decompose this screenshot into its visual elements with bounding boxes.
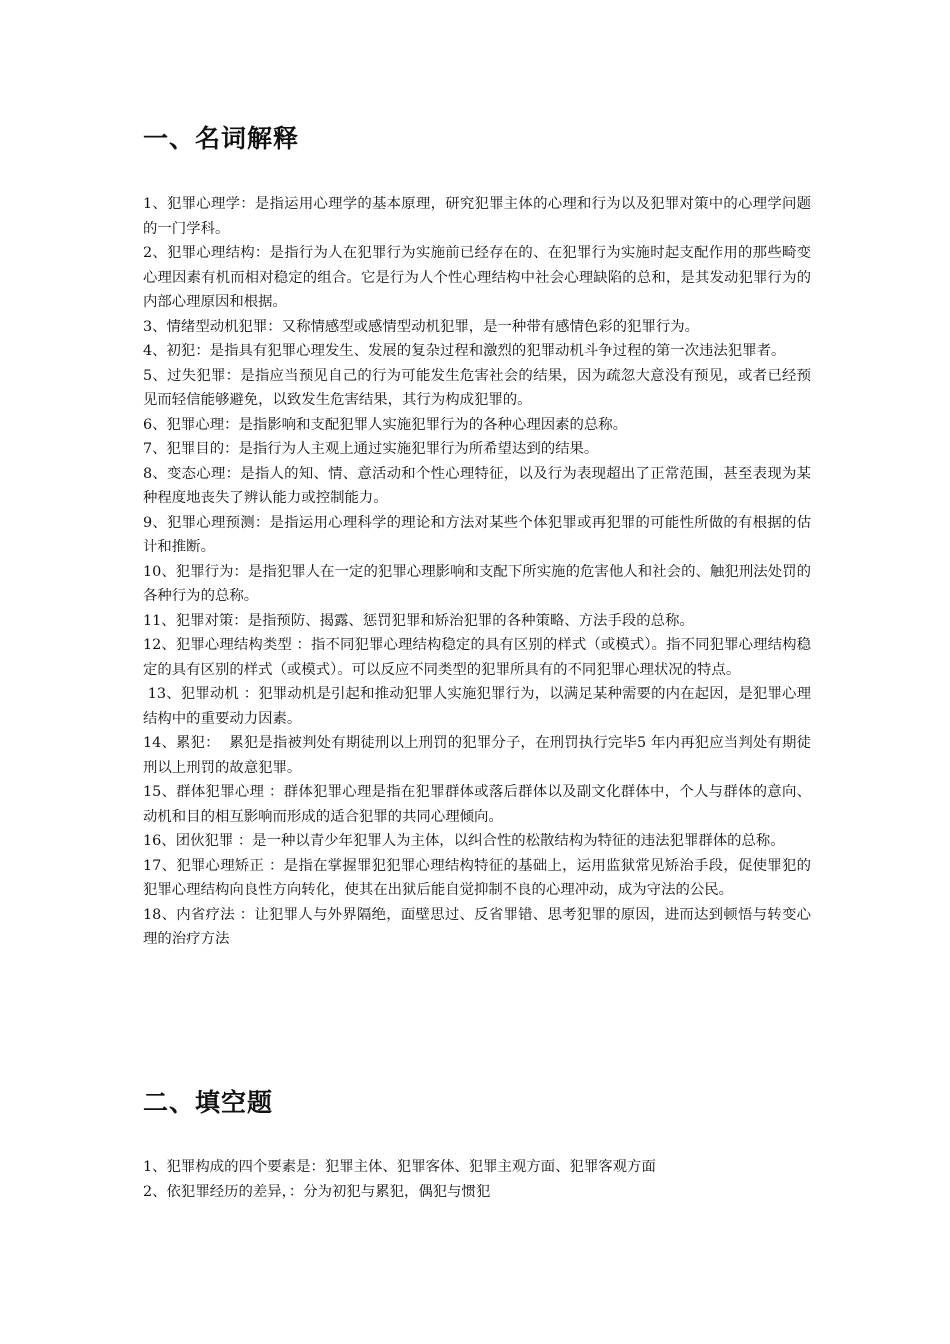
definition-item: 2、犯罪心理结构：是指行为人在犯罪行为实施前已经存在的、在犯罪行为实施时起支配作用的那些畸变心理因素有机而相对稳定的组合。它是行为人个性心理结构中社会心理缺陷的总和，是其发动犯罪行为的内部心理原因和根据。 [143,245,811,310]
definition-item: 16、团伙犯罪 ：是一种以青少年犯罪人为主体，以纠合性的松散结构为特征的违法犯罪群体的总称。 [143,833,785,849]
definition-item: 3、情绪型动机犯罪：又称情感型或感情型动机犯罪，是一种带有感情色彩的犯罪行为。 [143,318,700,335]
definition-item: 1、犯罪心理学：是指运用心理学的基本原理，研究犯罪主体的心理和行为以及犯罪对策中的心理学问题的一门学科。 [143,196,811,237]
definition-item: 13、犯罪动机 ：犯罪动机是引起和推动犯罪人实施犯罪行为，以满足某种需要的内在起因，是犯罪心理结构中的重要动力因素。 [143,686,811,727]
fill-blank-item: 1、犯罪构成的四个要素是：犯罪主体、犯罪客体、犯罪主观方面、犯罪客观方面 [143,1159,656,1175]
definition-item: 14、累犯： 累犯是指被判处有期徒刑以上刑罚的犯罪分子，在刑罚执行完毕5 年内再犯应当判处有期徒刑以上刑罚的故意犯罪。 [143,735,811,776]
definition-item: 4、初犯：是指具有犯罪心理发生、发展的复杂过程和激烈的犯罪动机斗争过程的第一次违法犯罪者。 [143,343,786,359]
definition-item: 18、内省疗法 ：让犯罪人与外界隔绝，面壁思过、反省罪错、思考犯罪的原因，进而达到顿悟与转变心理的治疗方法 [143,906,811,947]
fill-blank-item: 2、依犯罪经历的差异，：分为初犯与累犯，偶犯与惯犯 [143,1183,491,1200]
definition-item: 17、犯罪心理矫正 ：是指在掌握罪犯犯罪心理结构特征的基础上，运用监狱常见矫治手段，促使罪犯的犯罪心理结构向良性方向转化，使其在出狱后能自觉抑制不良的心理冲动，成为守法的公民。 [143,857,811,898]
section-2-body [143,1155,811,1204]
section-1-heading: 一、名词解释 [143,124,300,153]
definition-item: 8、变态心理：是指人的知、情、意活动和个性心理特征，以及行为表现超出了正常范围，甚至表现为某种程度地丧失了辨认能力或控制能力。 [143,465,811,506]
definition-item: 6、犯罪心理：是指影响和支配犯罪人实施犯罪行为的各种心理因素的总称。 [143,416,628,433]
definition-item: 12、犯罪心理结构类型 ：指不同犯罪心理结构稳定的具有区别的样式（或模式）。指不同犯罪心理结构稳定的具有区别的样式（或模式）。可以反应不同类型的犯罪所具有的不同犯罪心理状况的特点。 [143,637,811,678]
definition-item: 5、过失犯罪：是指应当预见自己的行为可能发生危害社会的结果，因为疏忽大意没有预见，或者已经预见而轻信能够避免，以致发生危害结果，其行为构成犯罪的。 [143,367,811,408]
definition-item: 7、犯罪目的：是指行为人主观上通过实施犯罪行为所希望达到的结果。 [143,441,599,457]
definition-item: 10、犯罪行为：是指犯罪人在一定的犯罪心理影响和支配下所实施的危害他人和社会的、触犯刑法处罚的各种行为的总称。 [143,563,811,604]
definition-item: 11、犯罪对策：是指预防、揭露、惩罚犯罪和矫治犯罪的各种策略、方法手段的总称。 [143,612,694,629]
definition-item: 9、犯罪心理预测：是指运用心理科学的理论和方法对某些个体犯罪或再犯罪的可能性所做的有根据的估计和推断。 [143,514,811,555]
section-1-body [143,192,811,952]
section-2-heading: 二、填空题 [143,1088,274,1117]
definition-item: 15、群体犯罪心理 ：群体犯罪心理是指在犯罪群体或落后群体以及副文化群体中，个人与群体的意向、动机和目的相互影响而形成的适合犯罪的共同心理倾向。 [143,784,811,825]
